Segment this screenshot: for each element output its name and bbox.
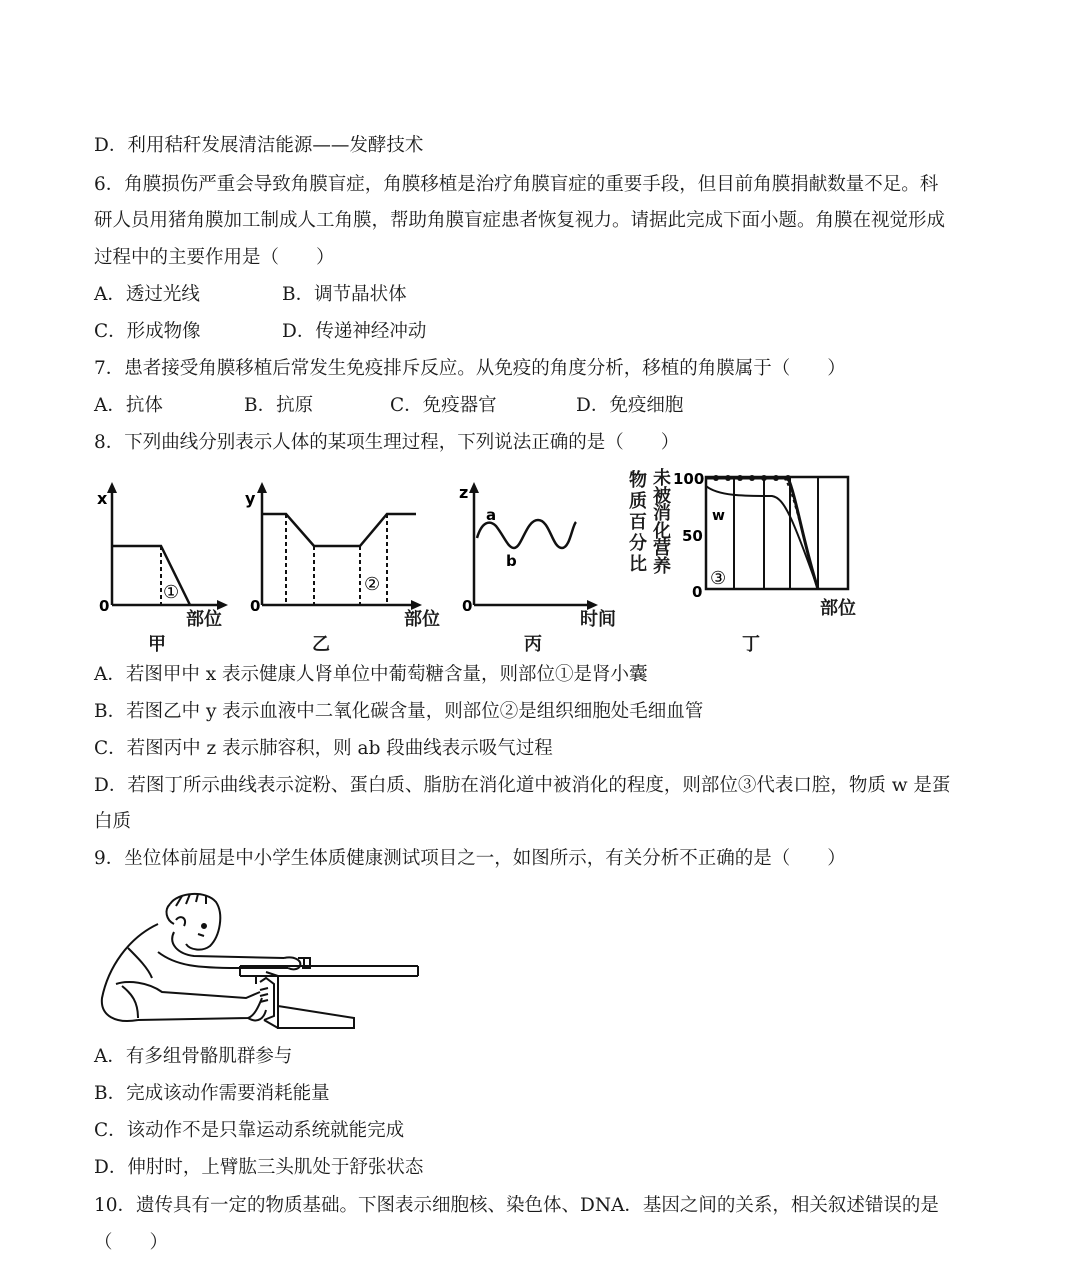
q8-option-b: B．若图乙中 y 表示血液中二氧化碳含量，则部位②是组织细胞处毛细血管 (94, 701, 704, 722)
q9-option-b: B．完成该动作需要消耗能量 (94, 1083, 330, 1104)
ding-caption: 丁 (742, 634, 760, 655)
q9-option-d: D．伸肘时，上臂肱三头肌处于舒张状态 (94, 1157, 424, 1178)
q9-option-a: A．有多组骨骼肌群参与 (94, 1046, 293, 1067)
ding-tick-50: 50 (682, 527, 703, 545)
q8-option-a: A．若图甲中 x 表示健康人肾单位中葡萄糖含量，则部位①是肾小囊 (94, 664, 648, 685)
ding-mark: ③ (710, 568, 727, 589)
q8-stem: 8．下列曲线分别表示人体的某项生理过程，下列说法正确的是（ ） (94, 432, 680, 453)
bing-origin: 0 (462, 597, 473, 613)
graph-bing (452, 476, 602, 613)
bing-point-b: b (506, 552, 517, 570)
sit-and-reach-illustration (98, 888, 428, 1038)
q6-option-b: B．调节晶状体 (282, 284, 407, 305)
ding-tick-0: 0 (692, 583, 703, 601)
jia-mark: ① (163, 582, 180, 603)
yi-origin: 0 (250, 597, 261, 613)
q7-option-c: C．免疫器官 (390, 395, 497, 416)
graph-ding (672, 466, 852, 606)
q8-option-d-line2: 白质 (94, 811, 132, 832)
ding-y-label-col1: 物质百分比 (629, 470, 647, 575)
q7-option-a: A．抗体 (94, 395, 163, 416)
q5-option-d: D．利用秸秆发展清洁能源——发酵技术 (94, 135, 424, 156)
graph-yi (242, 478, 427, 613)
ding-tick-100: 100 (673, 470, 705, 488)
q6-stem-line2: 研人员用猪角膜加工制成人工角膜，帮助角膜盲症患者恢复视力。请据此完成下面小题。角膜在视觉形成 (94, 210, 946, 231)
q8-option-c: C．若图丙中 z 表示肺容积，则 ab 段曲线表示吸气过程 (94, 738, 553, 759)
jia-x-label: 部位 (186, 609, 222, 630)
q7-option-b: B．抗原 (244, 395, 314, 416)
jia-origin: 0 (99, 597, 110, 613)
q7-option-d: D．免疫细胞 (576, 395, 684, 416)
q6-option-c: C．形成物像 (94, 321, 201, 342)
q6-stem-line3: 过程中的主要作用是（ ） (94, 247, 335, 268)
ding-y-label-col2: 未被消化营养 (653, 468, 671, 577)
q10-stem-line1: 10．遗传具有一定的物质基础。下图表示细胞核、染色体、DNA．基因之间的关系，相关叙述错误的是 (94, 1195, 939, 1216)
ding-curve-w: w (712, 508, 725, 524)
q7-stem: 7．患者接受角膜移植后常发生免疫排斥反应。从免疫的角度分析，移植的角膜属于（ ） (94, 358, 846, 379)
yi-mark: ② (364, 574, 381, 595)
q9-stem: 9．坐位体前屈是中小学生体质健康测试项目之一，如图所示，有关分析不正确的是（ ） (94, 848, 846, 869)
bing-point-a: a (486, 506, 497, 524)
yi-y-label: y (245, 489, 256, 508)
q6-option-a: A．透过光线 (94, 284, 200, 305)
jia-caption: 甲 (148, 634, 166, 655)
q8-option-d-line1: D．若图丁所示曲线表示淀粉、蛋白质、脂肪在消化道中被消化的程度，则部位③代表口腔，物质 w 是蛋 (94, 775, 951, 796)
graph-jia (95, 478, 235, 613)
q6-option-d: D．传递神经冲动 (282, 321, 427, 342)
q6-stem-line1: 6．角膜损伤严重会导致角膜盲症，角膜移植是治疗角膜盲症的重要手段，但目前角膜捐献数量不足。科 (94, 174, 939, 195)
bing-y-label: z (459, 483, 469, 502)
yi-caption: 乙 (312, 634, 330, 655)
q10-stem-line2: （ ） (94, 1232, 169, 1253)
bing-x-label: 时间 (580, 609, 616, 630)
jia-y-label: x (97, 489, 108, 508)
yi-x-label: 部位 (404, 609, 440, 630)
q9-option-c: C．该动作不是只靠运动系统就能完成 (94, 1120, 405, 1141)
ding-x-label: 部位 (820, 598, 856, 619)
bing-caption: 丙 (524, 634, 542, 655)
